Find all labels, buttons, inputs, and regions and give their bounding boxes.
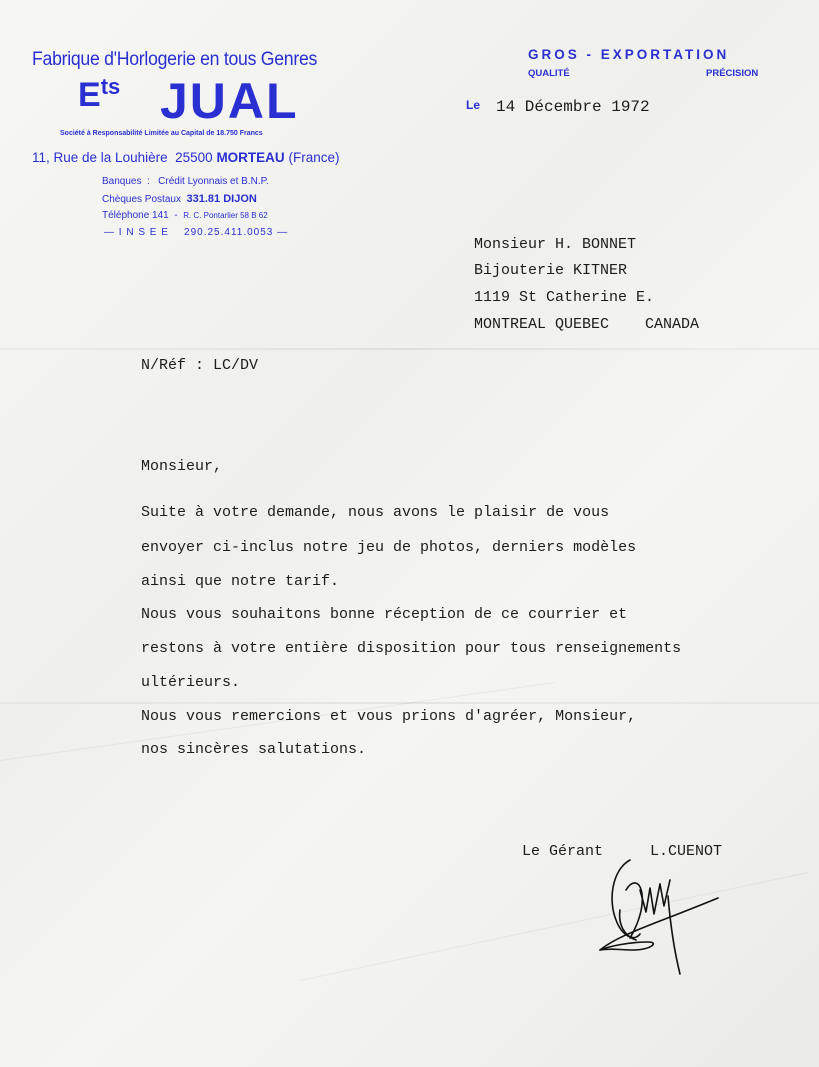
letterhead-ets: $E^{ts}$ <box>78 74 121 114</box>
precision-label: PRÉCISION <box>706 68 759 79</box>
legal-line: Société à Responsabilité Limitée au Capital de 18.750 Francs <box>60 130 263 137</box>
body-line: ainsi que notre tarif. <box>141 573 340 590</box>
recipient-line: MONTREAL QUEBEC CANADA <box>474 316 700 333</box>
signatory-title: Le Gérant <box>522 843 604 860</box>
reference-line: N/Réf : LC/DV <box>141 357 259 374</box>
signatory-name: L.CUENOT <box>650 843 723 860</box>
body-line: restons à votre entière disposition pour tous renseignements <box>141 640 682 657</box>
insee-line: — I N S E E 290.25.411.0053 — <box>104 227 289 238</box>
paper-fold <box>0 348 819 350</box>
body-line: nos sincères salutations. <box>141 741 367 758</box>
salutation: Monsieur, <box>141 458 223 475</box>
handwritten-signature <box>590 850 730 980</box>
body-line: Suite à votre demande, nous avons le plaisir de vous <box>141 504 610 521</box>
recipient-line: Monsieur H. BONNET <box>474 236 637 253</box>
recipient-line: 1119 St Catherine E. <box>474 289 655 306</box>
company-name: JUAL <box>160 73 299 129</box>
recipient-line: Bijouterie KITNER <box>474 262 628 279</box>
body-line: Nous vous souhaitons bonne réception de ce courrier et <box>141 606 628 623</box>
body-line: Nous vous remercions et vous prions d'agréer, Monsieur, <box>141 708 637 725</box>
body-line: ultérieurs. <box>141 674 241 691</box>
paper-crease <box>300 872 808 981</box>
qualite-label: QUALITÉ <box>528 68 570 79</box>
letterhead-address: 11, Rue de la Louhière 25500 MORTEAU (France) <box>32 150 340 165</box>
letter-date: 14 Décembre 1972 <box>496 98 650 116</box>
telephone-line: Téléphone 141 - R. C. Pontarlier 58 B 62 <box>102 210 268 221</box>
letterhead-tagline: Fabrique d'Horlogerie en tous Genres <box>32 49 318 70</box>
cheques-line: Chèques Postaux 331.81 DIJON <box>102 193 257 205</box>
bank-line: Banques : Crédit Lyonnais et B.N.P. <box>102 176 269 187</box>
date-prefix: Le <box>466 98 481 112</box>
body-line: envoyer ci-inclus notre jeu de photos, derniers modèles <box>141 539 637 556</box>
gros-exportation: GROS - EXPORTATION <box>528 47 730 62</box>
